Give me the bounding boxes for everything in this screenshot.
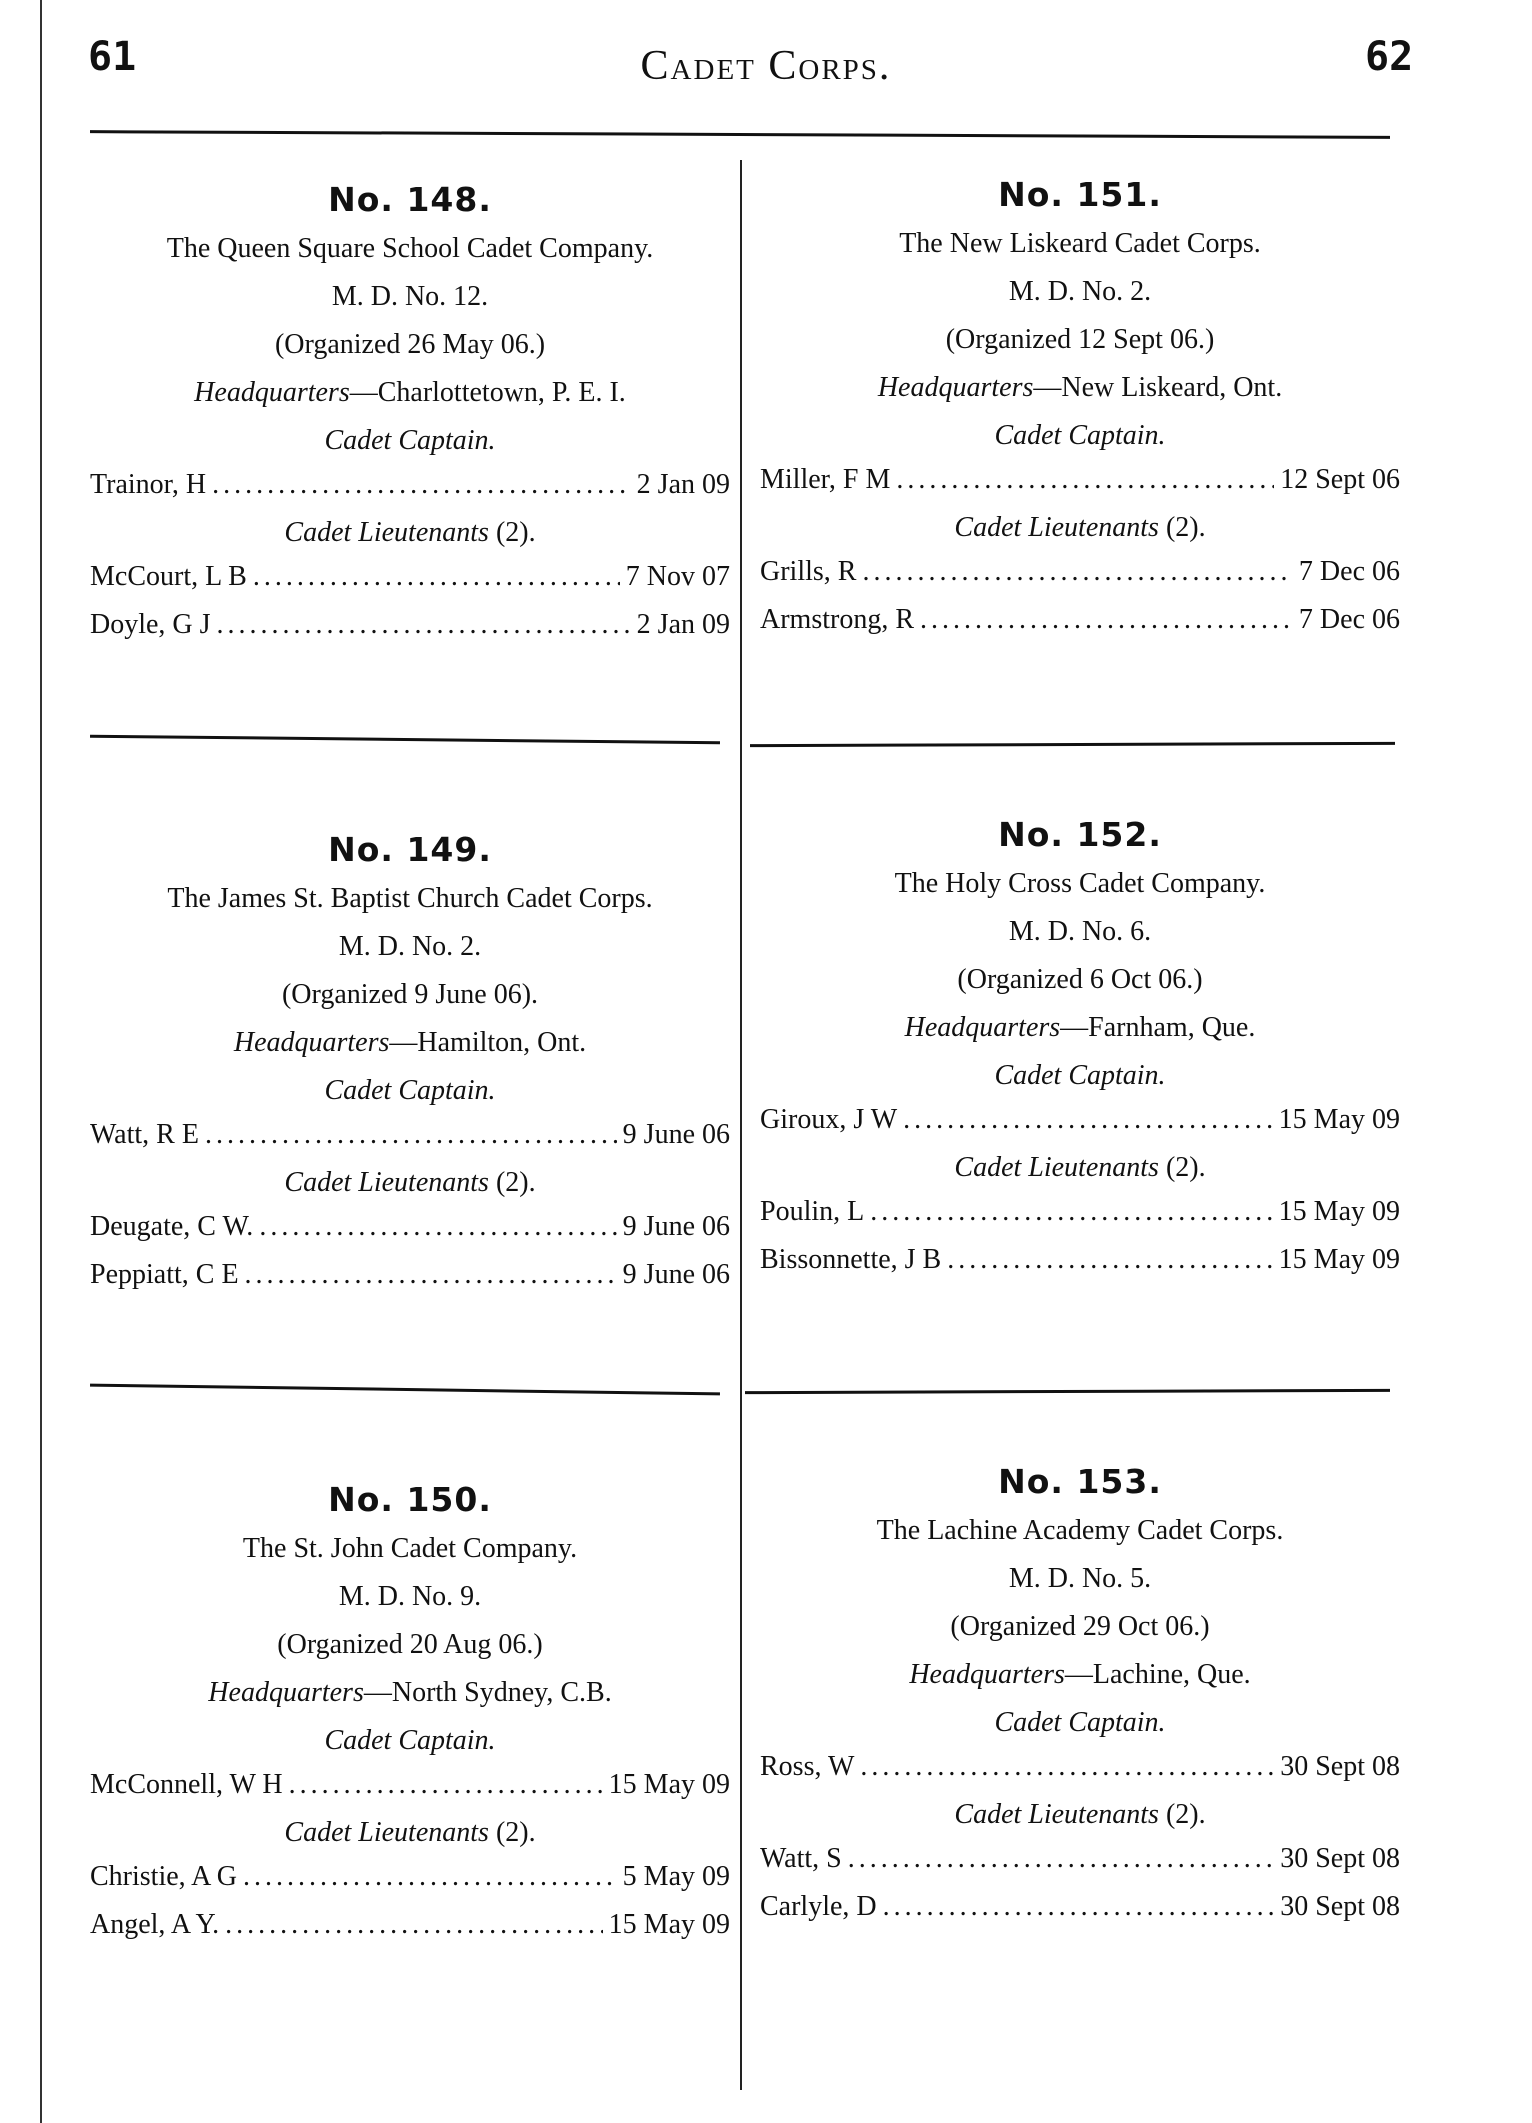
leader-dots <box>205 1119 617 1151</box>
leader-dots <box>870 1196 1272 1228</box>
lieutenants-heading <box>90 1167 730 1199</box>
officer-row <box>760 1891 1400 1923</box>
appointment-date: 30 Sept 08 <box>1280 1751 1400 1782</box>
military-district: M. D. No. 12. <box>331 281 489 312</box>
lieutenants-count: (2). <box>1165 512 1206 543</box>
military-district: M. D. No. 2. <box>1008 276 1152 307</box>
lieutenants-count: (2). <box>1165 1799 1206 1830</box>
appointment-date: 9 June 06 <box>622 1211 730 1242</box>
captain-heading: Cadet Captain. <box>994 1060 1166 1091</box>
appointment-date: 15 May 09 <box>608 1769 730 1800</box>
appointment-date: 7 Dec 06 <box>1298 604 1400 635</box>
entry-separator <box>745 1389 1390 1394</box>
headquarters-label: Headquarters <box>904 1012 1061 1043</box>
captain-heading: Cadet Captain. <box>324 1075 496 1106</box>
officer-row <box>90 561 730 593</box>
lieutenants-heading <box>760 1152 1400 1184</box>
headquarters-location: —Hamilton, Ont. <box>389 1027 587 1058</box>
leader-dots <box>920 604 1293 636</box>
officer-name: Bissonnette, J B <box>760 1244 942 1275</box>
lieutenants-label: Cadet Lieutenants <box>954 512 1159 543</box>
officer-name: McCourt, L B <box>90 561 247 592</box>
officer-row <box>90 1259 730 1291</box>
corps-name: The Queen Square School Cadet Company. <box>166 233 654 264</box>
officer-name: Giroux, J W <box>760 1104 898 1135</box>
officer-name: Armstrong, R <box>760 604 914 635</box>
corps-entry <box>760 815 1400 1292</box>
officer-name: Trainor, H <box>90 469 207 500</box>
officer-row <box>760 556 1400 588</box>
military-district: M. D. No. 9. <box>338 1581 482 1612</box>
headquarters-location: —Charlottetown, P. E. I. <box>349 377 626 408</box>
captain-heading: Cadet Captain. <box>324 425 496 456</box>
military-district: M. D. No. 5. <box>1008 1563 1152 1594</box>
officer-name: McConnell, W H <box>90 1769 283 1800</box>
headquarters-label: Headquarters <box>194 377 350 408</box>
headquarters-line <box>90 377 730 409</box>
officer-name: Grills, R <box>760 556 857 587</box>
corps-entry <box>90 180 730 657</box>
officer-row <box>760 604 1400 636</box>
lieutenants-heading <box>90 1817 730 1849</box>
leader-dots <box>225 1909 603 1941</box>
running-title: Cadet Corps. <box>640 43 892 89</box>
leader-dots <box>860 1751 1274 1783</box>
headquarters-line <box>90 1027 730 1059</box>
leader-dots <box>217 609 631 641</box>
lieutenants-label: Cadet Lieutenants <box>954 1799 1159 1830</box>
officer-row <box>90 1211 730 1243</box>
corps-name: The Holy Cross Cadet Company. <box>894 868 1266 899</box>
leader-dots <box>243 1861 617 1893</box>
appointment-date: 15 May 09 <box>608 1909 730 1940</box>
lieutenants-label: Cadet Lieutenants <box>284 1167 489 1198</box>
corps-name: The Lachine Academy Cadet Corps. <box>876 1515 1284 1546</box>
corps-name: The James St. Baptist Church Cadet Corps. <box>167 883 653 914</box>
organized-date: (Organized 12 Sept 06.) <box>945 324 1215 355</box>
headquarters-line <box>760 372 1400 404</box>
corps-number: No. 151. <box>998 175 1162 214</box>
leader-dots <box>848 1843 1274 1875</box>
column-divider <box>740 160 742 2090</box>
header-rule <box>90 130 1390 139</box>
corps-entry <box>760 175 1400 652</box>
corps-entry <box>90 1480 730 1957</box>
leader-dots <box>903 1104 1273 1136</box>
headquarters-location: —New Liskeard, Ont. <box>1033 372 1283 403</box>
captain-heading: Cadet Captain. <box>994 420 1166 451</box>
leader-dots <box>212 469 631 501</box>
appointment-date: 15 May 09 <box>1278 1244 1400 1275</box>
appointment-date: 30 Sept 08 <box>1280 1843 1400 1874</box>
corps-entry <box>90 830 730 1307</box>
entry-separator <box>750 742 1395 747</box>
officer-row <box>760 1751 1400 1783</box>
officer-name: Ross, W <box>760 1751 855 1782</box>
officer-name: Peppiatt, C E <box>90 1259 239 1290</box>
officer-row <box>90 609 730 641</box>
entry-separator <box>90 735 720 745</box>
headquarters-line <box>760 1659 1400 1691</box>
officer-row <box>90 1861 730 1893</box>
corps-number: No. 149. <box>328 830 492 869</box>
appointment-date: 12 Sept 06 <box>1280 464 1400 495</box>
headquarters-location: —Farnham, Que. <box>1060 1012 1256 1043</box>
headquarters-location: —Lachine, Que. <box>1064 1659 1251 1690</box>
appointment-date: 7 Dec 06 <box>1298 556 1400 587</box>
officer-row <box>90 469 730 501</box>
corps-name: The New Liskeard Cadet Corps. <box>899 228 1261 259</box>
officer-row <box>760 1244 1400 1276</box>
headquarters-label: Headquarters <box>208 1677 364 1708</box>
captain-heading: Cadet Captain. <box>994 1707 1166 1738</box>
leader-dots <box>896 464 1274 496</box>
organized-date: (Organized 9 June 06). <box>281 979 539 1010</box>
officer-row <box>760 464 1400 496</box>
appointment-date: 2 Jan 09 <box>636 609 730 640</box>
officer-name: Angel, A Y. <box>90 1909 220 1940</box>
page-number-right: 62 <box>1365 34 1414 80</box>
leader-dots <box>253 561 620 593</box>
lieutenants-label: Cadet Lieutenants <box>284 517 489 548</box>
officer-name: Poulin, L <box>760 1196 865 1227</box>
officer-name: Deugate, C W. <box>90 1211 254 1242</box>
lieutenants-count: (2). <box>1165 1152 1206 1183</box>
lieutenants-heading <box>90 517 730 549</box>
officer-row <box>90 1119 730 1151</box>
appointment-date: 2 Jan 09 <box>636 469 730 500</box>
military-district: M. D. No. 6. <box>1008 916 1152 947</box>
corps-number: No. 150. <box>328 1480 492 1519</box>
corps-number: No. 148. <box>328 180 492 219</box>
officer-row <box>760 1196 1400 1228</box>
officer-row <box>90 1909 730 1941</box>
headquarters-line <box>760 1012 1400 1044</box>
leader-dots <box>883 1891 1275 1923</box>
lieutenants-count: (2). <box>495 517 536 548</box>
leader-dots <box>947 1244 1272 1276</box>
organized-date: (Organized 29 Oct 06.) <box>950 1611 1210 1642</box>
officer-name: Miller, F M <box>760 464 891 495</box>
lieutenants-count: (2). <box>495 1817 536 1848</box>
officer-name: Watt, R E <box>90 1119 199 1150</box>
headquarters-label: Headquarters <box>909 1659 1065 1690</box>
leader-dots <box>245 1259 617 1291</box>
officer-row <box>90 1769 730 1801</box>
officer-name: Christie, A G <box>90 1861 238 1892</box>
appointment-date: 7 Nov 07 <box>625 561 730 592</box>
military-district: M. D. No. 2. <box>338 931 482 962</box>
appointment-date: 15 May 09 <box>1278 1104 1400 1135</box>
appointment-date: 9 June 06 <box>622 1119 730 1150</box>
headquarters-location: —North Sydney, C.B. <box>363 1677 612 1708</box>
organized-date: (Organized 20 Aug 06.) <box>277 1629 543 1660</box>
appointment-date: 15 May 09 <box>1278 1196 1400 1227</box>
organized-date: (Organized 6 Oct 06.) <box>957 964 1203 995</box>
lieutenants-heading <box>760 512 1400 544</box>
lieutenants-label: Cadet Lieutenants <box>954 1152 1159 1183</box>
entry-separator <box>90 1384 720 1396</box>
leader-dots <box>259 1211 616 1243</box>
officer-row <box>760 1104 1400 1136</box>
officer-name: Carlyle, D <box>760 1891 877 1922</box>
binding-edge-line <box>40 0 42 2123</box>
headquarters-label: Headquarters <box>877 372 1034 403</box>
headquarters-line <box>90 1677 730 1709</box>
captain-heading: Cadet Captain. <box>324 1725 496 1756</box>
leader-dots <box>289 1769 603 1801</box>
appointment-date: 9 June 06 <box>622 1259 730 1290</box>
headquarters-label: Headquarters <box>233 1027 390 1058</box>
officer-name: Watt, S <box>760 1843 842 1874</box>
leader-dots <box>862 556 1292 588</box>
appointment-date: 30 Sept 08 <box>1280 1891 1400 1922</box>
officer-row <box>760 1843 1400 1875</box>
corps-name: The St. John Cadet Company. <box>242 1533 578 1564</box>
lieutenants-label: Cadet Lieutenants <box>284 1817 489 1848</box>
page-number-left: 61 <box>88 34 137 80</box>
corps-number: No. 153. <box>998 1462 1162 1501</box>
lieutenants-heading <box>760 1799 1400 1831</box>
officer-name: Doyle, G J <box>90 609 211 640</box>
corps-entry <box>760 1462 1400 1939</box>
organized-date: (Organized 26 May 06.) <box>274 329 546 360</box>
corps-number: No. 152. <box>998 815 1162 854</box>
lieutenants-count: (2). <box>495 1167 536 1198</box>
appointment-date: 5 May 09 <box>622 1861 730 1892</box>
